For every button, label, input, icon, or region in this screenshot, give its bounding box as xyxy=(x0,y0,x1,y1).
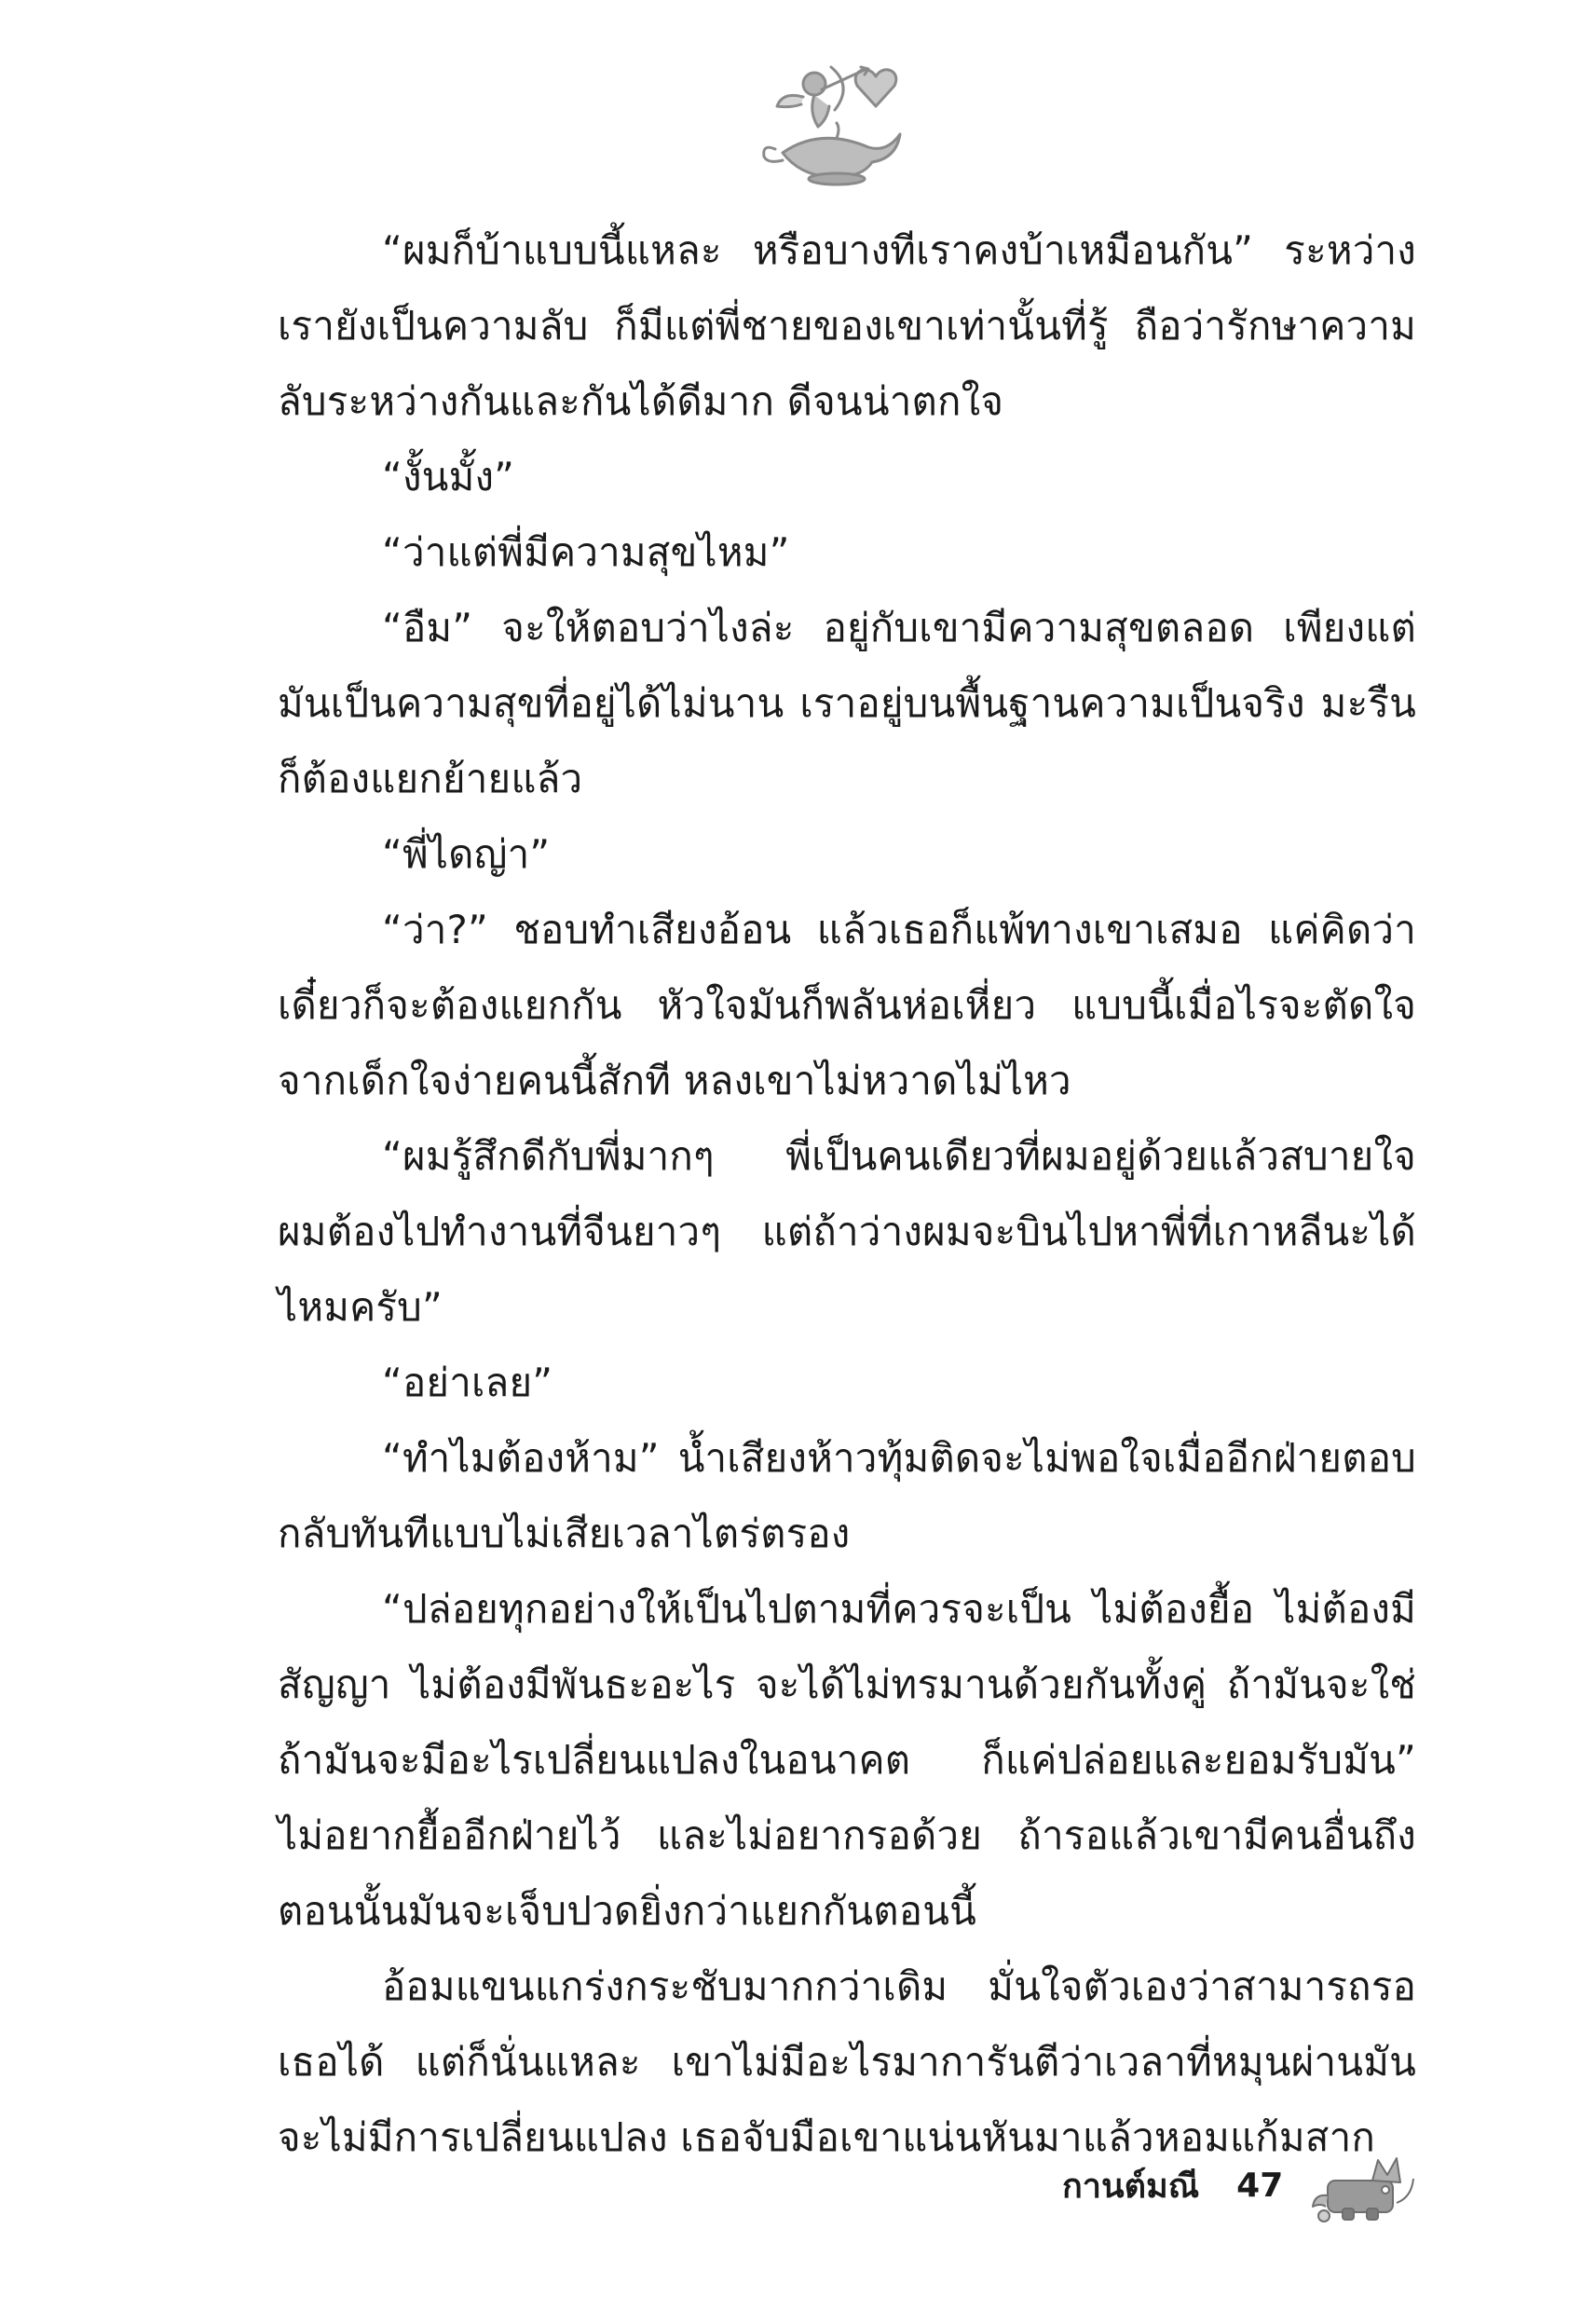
paragraph: “ปล่อยทุกอย่างให้เป็นไปตามที่ควรจะเป็น ไม่ต้องยื้อ ไม่ต้องมีสัญญา ไม่ต้องมีพันธะอะไร จะได้ไม่ทรมานด้วยกันทั้งคู่ ถ้ามันจะใช่ถ้ามันจะมีอะไรเปลี่ยนแปลงในอนาคต ก็แค่ปล่อยและยอมรับมัน” ไม่อยากยื้ออีกฝ่ายไว้ และไม่อยากรอด้วย ถ้ารอแล้วเขามีคนอื่นถึงตอนนั้นมันจะเจ็บปวดยิ่งกว่าแยกกันตอนนี้ xyxy=(278,1586,1416,1934)
page-number: 47 xyxy=(1236,2166,1284,2205)
paragraph: “อย่าเลย” xyxy=(382,1360,553,1405)
cat-ornament-icon xyxy=(1307,2143,1419,2227)
paragraph: “อืม” จะให้ตอบว่าไงล่ะ อยู่กับเขามีความสุขตลอด เพียงแต่มันเป็นความสุขที่อยู่ได้ไม่นาน เราอยู่บนพื้นฐานความเป็นจริง มะรืนก็ต้องแยกย้ายแล้ว xyxy=(278,605,1416,801)
paragraph: “ทำไมต้องห้าม” น้ำเสียงห้าวทุ้มติดจะไม่พอใจเมื่ออีกฝ่ายตอบกลับทันทีแบบไม่เสียเวลาไตร่ตรอง xyxy=(278,1435,1416,1556)
page-body xyxy=(278,212,1416,2175)
page-footer xyxy=(1062,2143,1453,2227)
cupid-lamp-ornament-icon xyxy=(757,48,924,198)
paragraph: “ว่าแต่พี่มีความสุขไหม” xyxy=(382,529,790,575)
paragraph: อ้อมแขนแกร่งกระชับมากกว่าเดิม มั่นใจตัวเองว่าสามารถรอเธอได้ แต่ก็นั่นแหละ เขาไม่มีอะไรมาการันตีว่าเวลาที่หมุนผ่านมันจะไม่มีการเปลี่ยนแปลง เธอจับมือเขาแน่นหันมาแล้วหอมแก้มสาก xyxy=(278,1963,1416,2160)
book-title: กานต์มณี xyxy=(1062,2167,1200,2206)
paragraph: “ว่า?” ชอบทำเสียงอ้อน แล้วเธอก็แพ้ทางเขาเสมอ แค่คิดว่าเดี๋ยวก็จะต้องแยกกัน หัวใจมันก็พลันห่อเหี่ยว แบบนี้เมื่อไรจะตัดใจจากเด็กใจง่ายคนนี้สักที หลงเขาไม่หวาดไม่ไหว xyxy=(278,907,1416,1103)
paragraph: “ผมรู้สึกดีกับพี่มากๆ พี่เป็นคนเดียวที่ผมอยู่ด้วยแล้วสบายใจ ผมต้องไปทำงานที่จีนยาวๆ แต่ถ้าว่างผมจะบินไปหาพี่ที่เกาหลีนะได้ไหมครับ” xyxy=(278,1133,1416,1330)
paragraph: “ผมก็บ้าแบบนี้แหละ หรือบางทีเราคงบ้าเหมือนกัน” ระหว่างเรายังเป็นความลับ ก็มีแต่พี่ชายของเขาเท่านั้นที่รู้ ถือว่ารักษาความลับระหว่างกันและกันได้ดีมาก ดีจนน่าตกใจ xyxy=(278,227,1416,424)
paragraph: “งั้นมั้ง” xyxy=(382,454,515,499)
paragraph: “พี่ไดญ่า” xyxy=(382,831,551,877)
